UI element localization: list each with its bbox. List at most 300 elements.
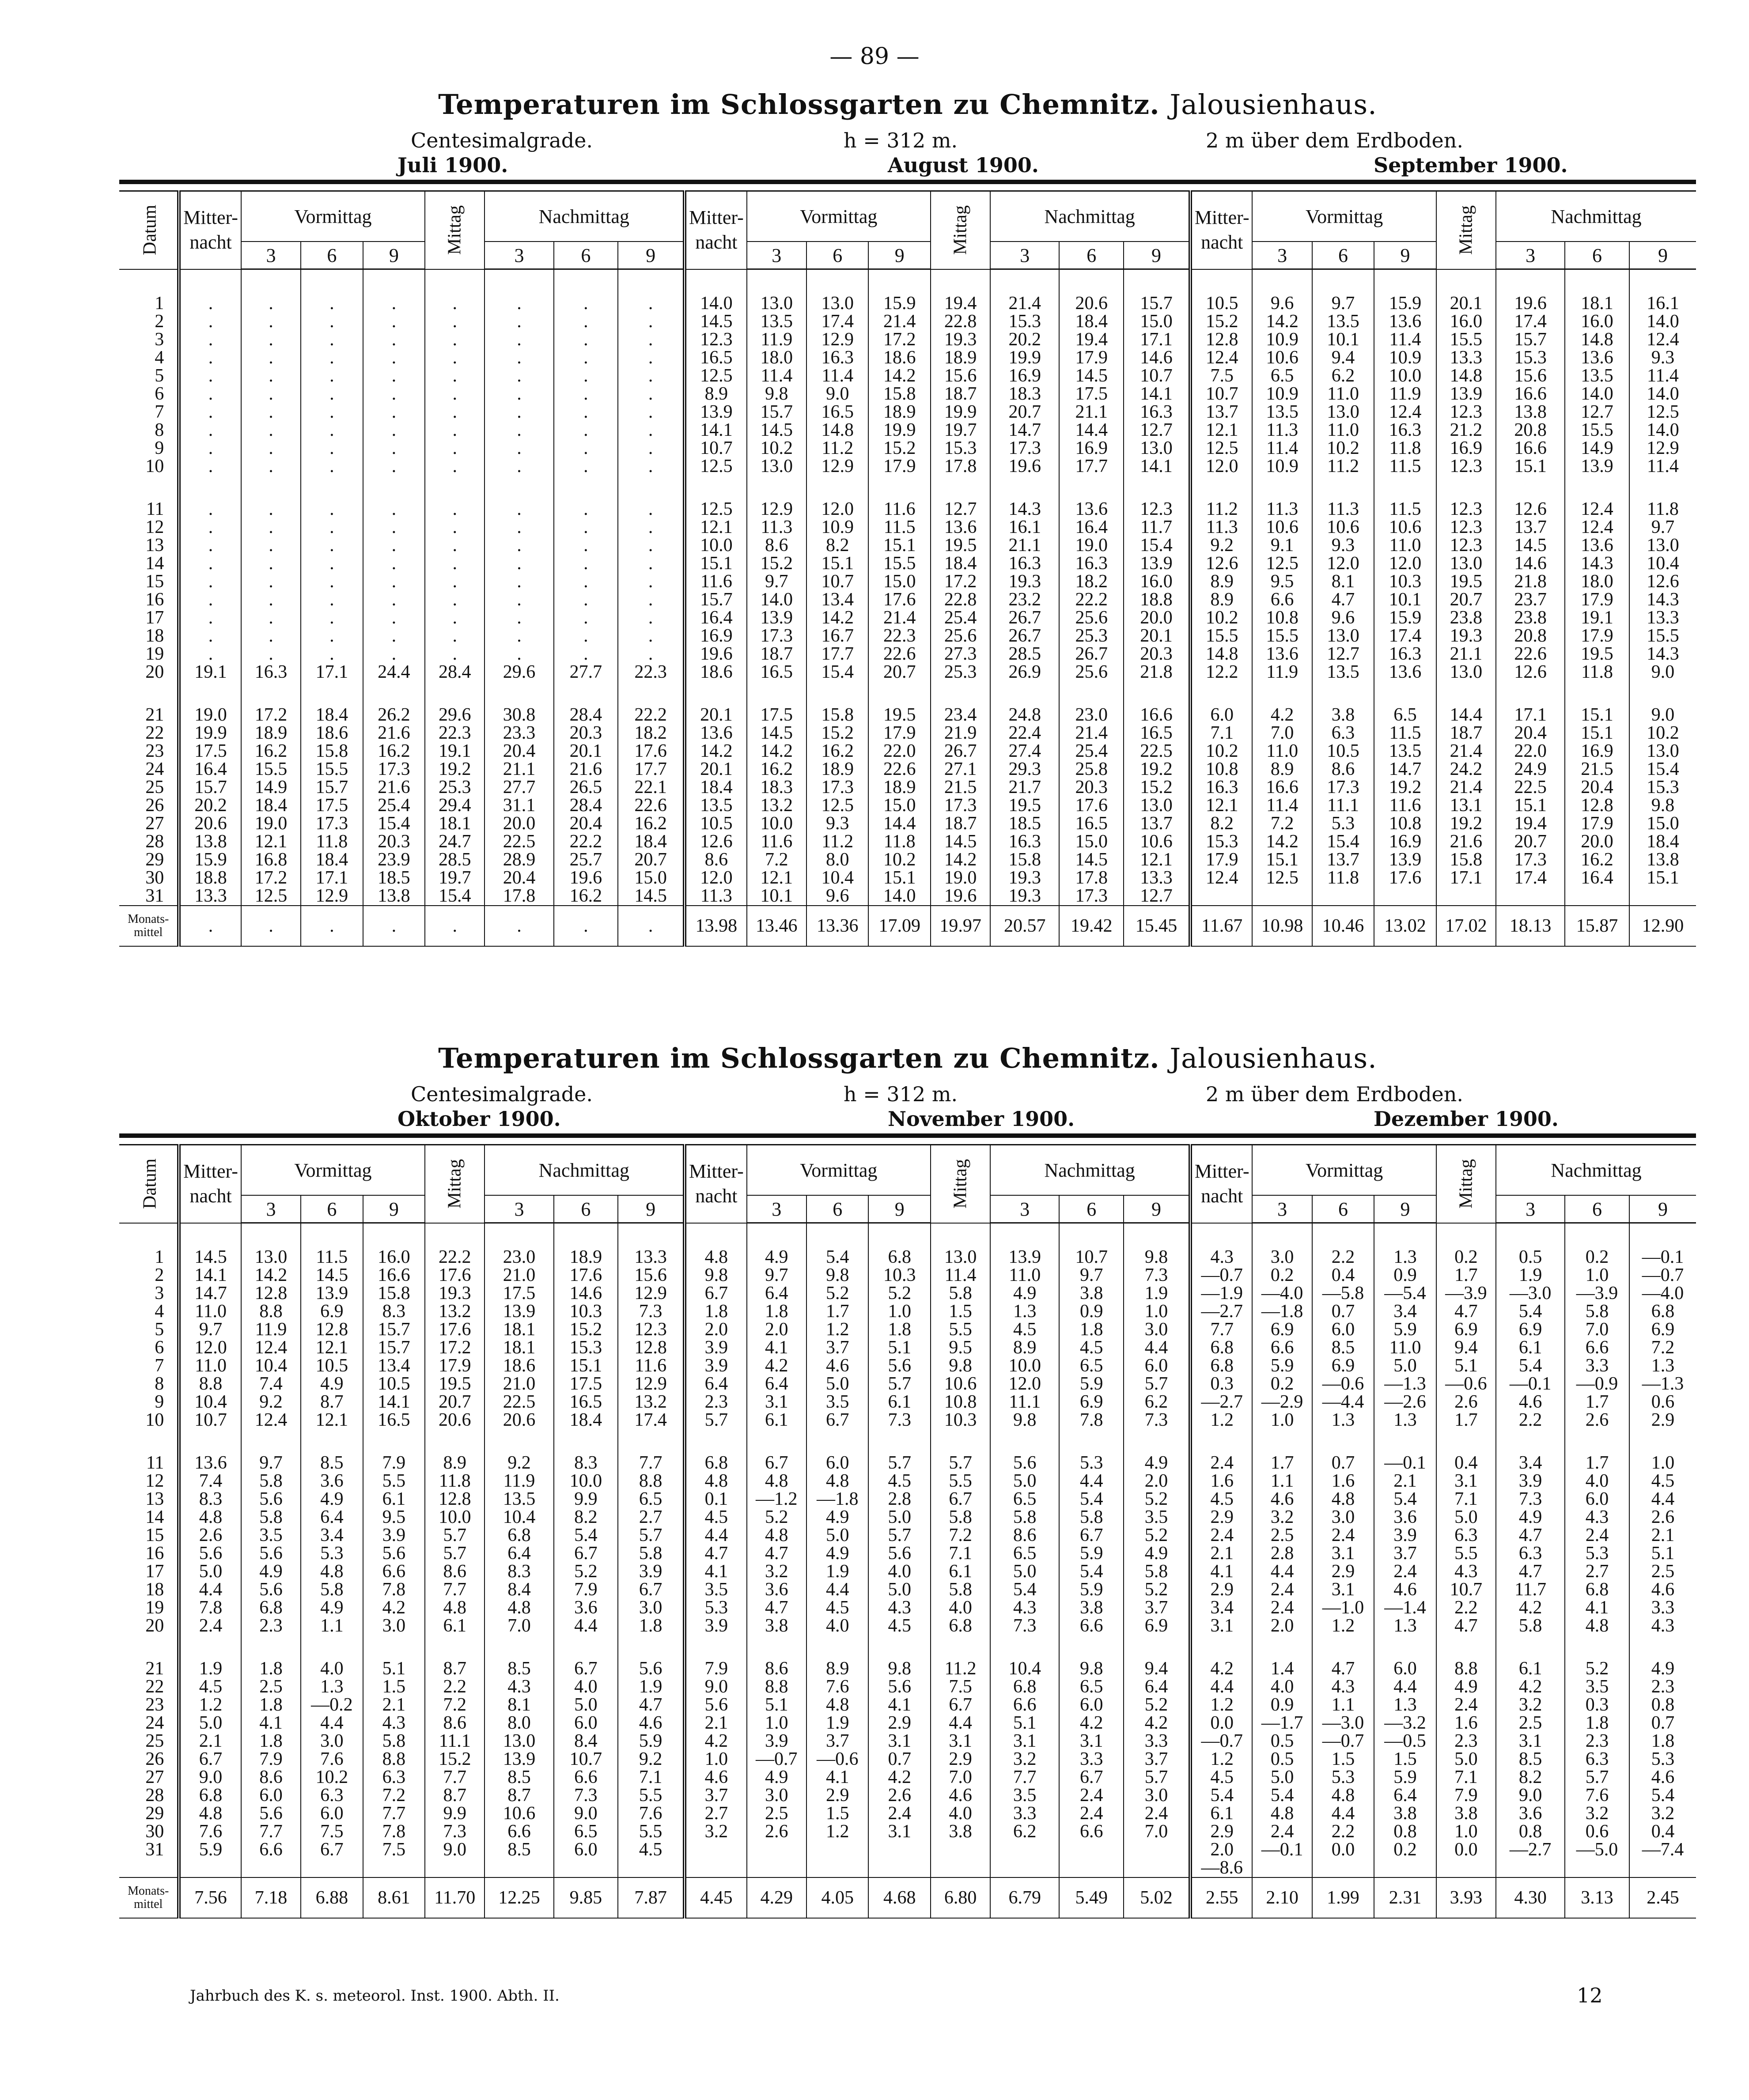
value-cell: 25.3 <box>1059 627 1124 645</box>
value-cell: 1.2 <box>179 1696 241 1714</box>
value-cell: 15.0 <box>1059 833 1124 851</box>
value-cell: 20.7 <box>425 1393 485 1411</box>
value-cell: . <box>425 349 485 367</box>
value-cell: 12.1 <box>1190 421 1253 439</box>
value-cell: 17.7 <box>1059 457 1124 476</box>
value-cell: 6.4 <box>1124 1678 1190 1696</box>
value-cell: . <box>618 591 685 609</box>
value-cell: 28.4 <box>425 663 485 681</box>
value-cell: 21.4 <box>868 313 931 331</box>
value-cell: 1.8 <box>1565 1714 1629 1732</box>
value-cell: 4.2 <box>1496 1678 1565 1696</box>
value-cell: . <box>363 403 425 421</box>
value-cell: 13.9 <box>301 1284 363 1303</box>
value-cell: 19.7 <box>931 421 990 439</box>
value-cell: 2.6 <box>868 1787 931 1805</box>
table-row <box>119 439 1696 457</box>
spacer-cell <box>1374 1429 1436 1454</box>
value-cell: . <box>425 573 485 591</box>
spacer-cell <box>1374 1223 1436 1249</box>
table-title <box>119 88 1696 121</box>
value-cell: 6.4 <box>685 1375 747 1393</box>
value-cell: 11.9 <box>1374 385 1436 403</box>
value-cell: 6.9 <box>1436 1321 1496 1339</box>
value-cell: 11.0 <box>990 1266 1059 1284</box>
value-cell: 0.9 <box>1252 1696 1312 1714</box>
value-cell: 19.0 <box>1059 536 1124 555</box>
value-cell: 21.6 <box>554 760 618 778</box>
value-cell: 18.1 <box>485 1339 553 1357</box>
value-cell: 17.6 <box>868 591 931 609</box>
spacer-cell <box>1629 1429 1696 1454</box>
value-cell: —0.9 <box>1565 1375 1629 1393</box>
value-cell: 5.0 <box>806 1526 869 1545</box>
value-cell: 6.8 <box>1565 1581 1629 1599</box>
value-cell: . <box>554 573 618 591</box>
table-row <box>119 1696 1696 1714</box>
value-cell: 11.8 <box>1565 663 1629 681</box>
value-cell: 1.0 <box>1629 1454 1696 1472</box>
value-cell: . <box>179 457 241 476</box>
spacer-cell <box>1565 1429 1629 1454</box>
table-row <box>119 1375 1696 1393</box>
value-cell: 9.0 <box>1629 706 1696 724</box>
value-cell: 1.4 <box>1252 1660 1312 1678</box>
value-cell: 13.9 <box>485 1750 553 1768</box>
value-cell: 6.3 <box>1436 1526 1496 1545</box>
value-cell: 15.1 <box>806 555 869 573</box>
value-cell: 10.3 <box>931 1411 990 1429</box>
column-header-noon: Mittag <box>1436 191 1496 269</box>
value-cell: 6.3 <box>1312 724 1374 742</box>
value-cell: 13.3 <box>1629 609 1696 627</box>
value-cell: 13.6 <box>179 1454 241 1472</box>
spacer-cell <box>485 1859 553 1877</box>
value-cell: . <box>618 500 685 518</box>
table-row <box>119 1750 1696 1768</box>
value-cell: 4.9 <box>301 1490 363 1508</box>
value-cell: 4.2 <box>1190 1660 1253 1678</box>
value-cell: 11.2 <box>806 833 869 851</box>
value-cell: 11.5 <box>1374 500 1436 518</box>
value-cell: 12.4 <box>241 1411 301 1429</box>
value-cell: 18.9 <box>554 1248 618 1266</box>
value-cell: 9.4 <box>1312 349 1374 367</box>
value-cell: 10.4 <box>485 1508 553 1526</box>
value-cell: 3.9 <box>685 1617 747 1635</box>
value-cell: 12.5 <box>806 797 869 815</box>
value-cell: 13.3 <box>179 887 241 906</box>
value-cell: 8.9 <box>685 385 747 403</box>
value-cell: 5.3 <box>1565 1545 1629 1563</box>
value-cell: 7.9 <box>241 1750 301 1768</box>
value-cell: 12.8 <box>1190 331 1253 349</box>
value-cell: 19.3 <box>990 887 1059 906</box>
value-cell: 14.1 <box>685 421 747 439</box>
value-cell: 4.5 <box>685 1508 747 1526</box>
value-cell: 22.6 <box>868 645 931 663</box>
value-cell: 6.4 <box>1374 1787 1436 1805</box>
value-cell: 4.7 <box>747 1545 806 1563</box>
value-cell: 2.1 <box>1629 1526 1696 1545</box>
value-cell: 2.4 <box>1312 1526 1374 1545</box>
value-cell: —0.6 <box>1436 1375 1496 1393</box>
value-cell: 4.7 <box>1312 1660 1374 1678</box>
column-header-afternoon: Nachmittag <box>1496 191 1696 242</box>
spacer-cell <box>747 476 806 500</box>
table-row <box>119 1321 1696 1339</box>
value-cell: 21.4 <box>1436 742 1496 760</box>
spacer-cell <box>119 269 179 295</box>
table-row <box>119 1660 1696 1678</box>
spacer-cell <box>1124 1859 1190 1877</box>
value-cell: 5.8 <box>363 1732 425 1750</box>
value-cell: 7.2 <box>931 1526 990 1545</box>
value-cell: 5.4 <box>806 1248 869 1266</box>
value-cell: 6.6 <box>363 1563 425 1581</box>
spacer-cell <box>1190 269 1253 295</box>
value-cell: 0.7 <box>1312 1454 1374 1472</box>
value-cell: . <box>301 609 363 627</box>
value-cell: 22.0 <box>868 742 931 760</box>
value-cell: 8.5 <box>1312 1339 1374 1357</box>
value-cell: 20.7 <box>1436 591 1496 609</box>
spacer-cell <box>363 1429 425 1454</box>
date-cell: 22 <box>145 1677 164 1697</box>
value-cell: 2.4 <box>1252 1599 1312 1617</box>
value-cell: 3.8 <box>1059 1599 1124 1617</box>
value-cell: 5.7 <box>868 1526 931 1545</box>
table-row <box>119 349 1696 367</box>
spacer-cell <box>1565 1859 1629 1877</box>
date-cell: 28 <box>145 831 164 852</box>
value-cell: 10.8 <box>1374 815 1436 833</box>
value-cell: 4.2 <box>1252 706 1312 724</box>
value-cell: 1.1 <box>301 1617 363 1635</box>
value-cell: 6.8 <box>931 1617 990 1635</box>
value-cell: 5.8 <box>931 1284 990 1303</box>
value-cell: 14.0 <box>685 295 747 313</box>
value-cell: 2.1 <box>685 1714 747 1732</box>
value-cell: 20.7 <box>868 663 931 681</box>
value-cell: 7.9 <box>685 1660 747 1678</box>
value-cell: 14.5 <box>1059 367 1124 385</box>
value-cell: 10.2 <box>1312 439 1374 457</box>
value-cell: 12.9 <box>747 500 806 518</box>
value-cell: . <box>241 627 301 645</box>
value-cell: 26.5 <box>554 778 618 797</box>
spacer-cell <box>179 269 241 295</box>
value-cell: 0.2 <box>1565 1248 1629 1266</box>
value-cell: 20.4 <box>1565 778 1629 797</box>
date-cell: 29 <box>145 850 164 870</box>
value-cell: 17.5 <box>747 706 806 724</box>
value-cell: 6.1 <box>425 1617 485 1635</box>
value-cell: . <box>179 536 241 555</box>
value-cell: 6.0 <box>301 1805 363 1823</box>
value-cell: 15.1 <box>1496 457 1565 476</box>
value-cell: 0.7 <box>1312 1303 1374 1321</box>
column-header-hour: 6 <box>806 242 869 269</box>
spacer-cell <box>747 1223 806 1249</box>
value-cell: 4.8 <box>806 1472 869 1490</box>
date-cell: 25 <box>145 777 164 797</box>
value-cell: 1.5 <box>363 1678 425 1696</box>
value-cell: 5.5 <box>931 1472 990 1490</box>
value-cell: 1.7 <box>1252 1454 1312 1472</box>
value-cell: 25.7 <box>554 851 618 869</box>
value-cell: . <box>485 439 553 457</box>
value-cell: 0.4 <box>1312 1266 1374 1284</box>
value-cell: 1.3 <box>1374 1696 1436 1714</box>
value-cell: 8.5 <box>301 1454 363 1472</box>
value-cell: 16.9 <box>685 627 747 645</box>
column-header-forenoon: Vormittag <box>241 1145 425 1196</box>
spacer-cell <box>990 1859 1059 1877</box>
spacer-cell <box>485 1429 553 1454</box>
value-cell: . <box>301 313 363 331</box>
value-cell: . <box>179 367 241 385</box>
value-cell: 15.5 <box>1252 627 1312 645</box>
value-cell: 5.3 <box>301 1545 363 1563</box>
value-cell: 7.5 <box>363 1841 425 1859</box>
date-cell: 7 <box>155 402 164 422</box>
value-cell: 10.7 <box>179 1411 241 1429</box>
value-cell: 15.8 <box>868 385 931 403</box>
value-cell: 31.1 <box>485 797 553 815</box>
value-cell: 8.5 <box>485 1660 553 1678</box>
value-cell: 5.8 <box>1496 1617 1565 1635</box>
value-cell: 2.2 <box>1496 1411 1565 1429</box>
value-cell: 21.0 <box>485 1375 553 1393</box>
value-cell: . <box>425 385 485 403</box>
spacer-cell <box>1436 681 1496 706</box>
value-cell: 1.7 <box>806 1303 869 1321</box>
value-cell: 10.4 <box>990 1660 1059 1678</box>
value-cell: 4.0 <box>931 1599 990 1617</box>
value-cell: 5.0 <box>806 1375 869 1393</box>
value-cell: 6.2 <box>990 1823 1059 1841</box>
value-cell: 23.3 <box>485 724 553 742</box>
value-cell: 12.5 <box>1190 439 1253 457</box>
value-cell: —2.7 <box>1190 1303 1253 1321</box>
spacer-cell <box>1374 1859 1436 1877</box>
table-row <box>119 797 1696 815</box>
value-cell: 17.6 <box>425 1266 485 1284</box>
value-cell: 6.5 <box>1252 367 1312 385</box>
value-cell: 11.0 <box>179 1303 241 1321</box>
value-cell <box>990 1841 1059 1859</box>
value-cell: 10.2 <box>301 1768 363 1787</box>
value-cell: 6.7 <box>685 1284 747 1303</box>
value-cell: 8.4 <box>485 1581 553 1599</box>
value-cell: 17.1 <box>1436 869 1496 887</box>
value-cell: 12.0 <box>806 500 869 518</box>
value-cell: 20.8 <box>1496 421 1565 439</box>
spacer-cell <box>1312 269 1374 295</box>
value-cell: 4.5 <box>1190 1490 1253 1508</box>
value-cell: 8.9 <box>1190 573 1253 591</box>
date-cell: 22 <box>145 723 164 743</box>
spacer-cell <box>1496 476 1565 500</box>
value-cell: 10.3 <box>1374 573 1436 591</box>
value-cell: 30.8 <box>485 706 553 724</box>
mean-cell: 11.70 <box>425 1877 485 1918</box>
value-cell: 3.1 <box>1312 1581 1374 1599</box>
value-cell: 0.5 <box>1252 1732 1312 1750</box>
mean-cell: 12.90 <box>1629 906 1696 946</box>
value-cell: 6.6 <box>485 1823 553 1841</box>
value-cell: . <box>241 555 301 573</box>
value-cell: 5.9 <box>179 1841 241 1859</box>
value-cell: 20.7 <box>1496 833 1565 851</box>
mean-cell: . <box>301 906 363 946</box>
value-cell: 13.3 <box>618 1248 685 1266</box>
value-cell: 5.0 <box>990 1472 1059 1490</box>
value-cell: 14.2 <box>1252 833 1312 851</box>
value-cell: 10.1 <box>1312 331 1374 349</box>
value-cell: . <box>241 403 301 421</box>
value-cell: 4.9 <box>806 1545 869 1563</box>
value-cell: 3.1 <box>868 1732 931 1750</box>
value-cell: 9.7 <box>179 1321 241 1339</box>
spacer-cell <box>1059 476 1124 500</box>
value-cell: 15.2 <box>425 1750 485 1768</box>
value-cell: 4.3 <box>1436 1563 1496 1581</box>
value-cell: 2.5 <box>1496 1714 1565 1732</box>
value-cell: 15.3 <box>554 1339 618 1357</box>
value-cell: 5.5 <box>618 1823 685 1841</box>
value-cell: 0.0 <box>1312 1841 1374 1859</box>
table-row <box>119 403 1696 421</box>
value-cell: 5.6 <box>868 1678 931 1696</box>
value-cell: 5.1 <box>868 1339 931 1357</box>
value-cell: 10.5 <box>685 815 747 833</box>
date-cell: 25 <box>145 1731 164 1751</box>
value-cell: 19.5 <box>1565 645 1629 663</box>
value-cell: 25.4 <box>931 609 990 627</box>
spacer-cell <box>1312 476 1374 500</box>
value-cell: 5.7 <box>685 1411 747 1429</box>
spacer-cell <box>485 476 553 500</box>
value-cell: 11.8 <box>1312 869 1374 887</box>
value-cell: . <box>618 331 685 349</box>
value-cell: 12.1 <box>301 1339 363 1357</box>
value-cell: 2.6 <box>747 1823 806 1841</box>
value-cell: 16.5 <box>363 1411 425 1429</box>
value-cell: 10.6 <box>1312 518 1374 536</box>
spacer-cell <box>301 1223 363 1249</box>
value-cell: 22.5 <box>485 1393 553 1411</box>
table-row <box>119 1841 1696 1859</box>
table-row <box>119 1526 1696 1545</box>
table-meta-line <box>119 1082 1696 1107</box>
value-cell: 1.2 <box>806 1823 869 1841</box>
value-cell: 2.0 <box>747 1321 806 1339</box>
value-cell: 15.2 <box>1190 313 1253 331</box>
value-cell: 19.9 <box>868 421 931 439</box>
value-cell: 13.6 <box>1565 536 1629 555</box>
value-cell: 0.0 <box>1190 1714 1253 1732</box>
value-cell: 2.8 <box>1252 1545 1312 1563</box>
value-cell: . <box>485 573 553 591</box>
value-cell: . <box>485 385 553 403</box>
mean-cell: 17.02 <box>1436 906 1496 946</box>
value-cell: 5.8 <box>1124 1563 1190 1581</box>
value-cell: 4.9 <box>1124 1545 1190 1563</box>
value-cell: 16.5 <box>1059 815 1124 833</box>
spacer-cell <box>1190 1429 1253 1454</box>
value-cell: 16.9 <box>1374 833 1436 851</box>
value-cell: 17.3 <box>990 439 1059 457</box>
value-cell: 15.7 <box>1124 295 1190 313</box>
value-cell: 4.9 <box>241 1563 301 1581</box>
value-cell: 6.5 <box>618 1490 685 1508</box>
spacer-cell <box>425 1859 485 1877</box>
mean-cell: 13.46 <box>747 906 806 946</box>
value-cell: 11.6 <box>1374 797 1436 815</box>
value-cell: 4.8 <box>685 1472 747 1490</box>
column-header-hour: 6 <box>554 1195 618 1223</box>
value-cell: . <box>241 295 301 313</box>
value-cell: 15.1 <box>554 1357 618 1375</box>
mean-cell: 1.99 <box>1312 1877 1374 1918</box>
value-cell: 20.1 <box>1436 295 1496 313</box>
value-cell: 8.7 <box>485 1787 553 1805</box>
value-cell: 15.9 <box>868 295 931 313</box>
value-cell: 24.2 <box>1436 760 1496 778</box>
value-cell: 0.7 <box>868 1750 931 1768</box>
spacer-cell <box>1252 1635 1312 1660</box>
value-cell: —3.0 <box>1496 1284 1565 1303</box>
value-cell: 16.5 <box>806 403 869 421</box>
spacer-cell <box>1565 1635 1629 1660</box>
value-cell: 16.7 <box>806 627 869 645</box>
value-cell: —0.1 <box>1252 1841 1312 1859</box>
value-cell: 9.7 <box>1629 518 1696 536</box>
value-cell: 5.4 <box>1059 1490 1124 1508</box>
spacer-cell <box>425 681 485 706</box>
value-cell: 1.7 <box>1565 1393 1629 1411</box>
value-cell: 11.8 <box>1629 500 1696 518</box>
value-cell: . <box>554 609 618 627</box>
value-cell: . <box>485 313 553 331</box>
value-cell: 3.3 <box>1565 1357 1629 1375</box>
value-cell: 14.1 <box>363 1393 425 1411</box>
value-cell <box>1312 887 1374 906</box>
date-cell: 2 <box>155 311 164 332</box>
value-cell: 16.4 <box>685 609 747 627</box>
value-cell: 4.6 <box>685 1768 747 1787</box>
table-title-main: Temperaturen im Schlossgarten zu Chemnitz. <box>438 88 1160 121</box>
value-cell: 6.9 <box>1496 1321 1565 1339</box>
value-cell: . <box>554 536 618 555</box>
date-cell: 10 <box>145 1410 164 1430</box>
value-cell <box>931 1841 990 1859</box>
value-cell: 18.2 <box>1059 573 1124 591</box>
value-cell: 5.7 <box>1565 1768 1629 1787</box>
value-cell: 13.1 <box>1436 797 1496 815</box>
value-cell: . <box>301 367 363 385</box>
value-cell: 0.8 <box>1629 1696 1696 1714</box>
value-cell: 11.1 <box>425 1732 485 1750</box>
value-cell: 12.9 <box>618 1375 685 1393</box>
value-cell: 21.2 <box>1436 421 1496 439</box>
value-cell: 19.5 <box>1436 573 1496 591</box>
table-row <box>119 1303 1696 1321</box>
value-cell: 1.0 <box>1252 1411 1312 1429</box>
value-cell: 2.1 <box>179 1732 241 1750</box>
